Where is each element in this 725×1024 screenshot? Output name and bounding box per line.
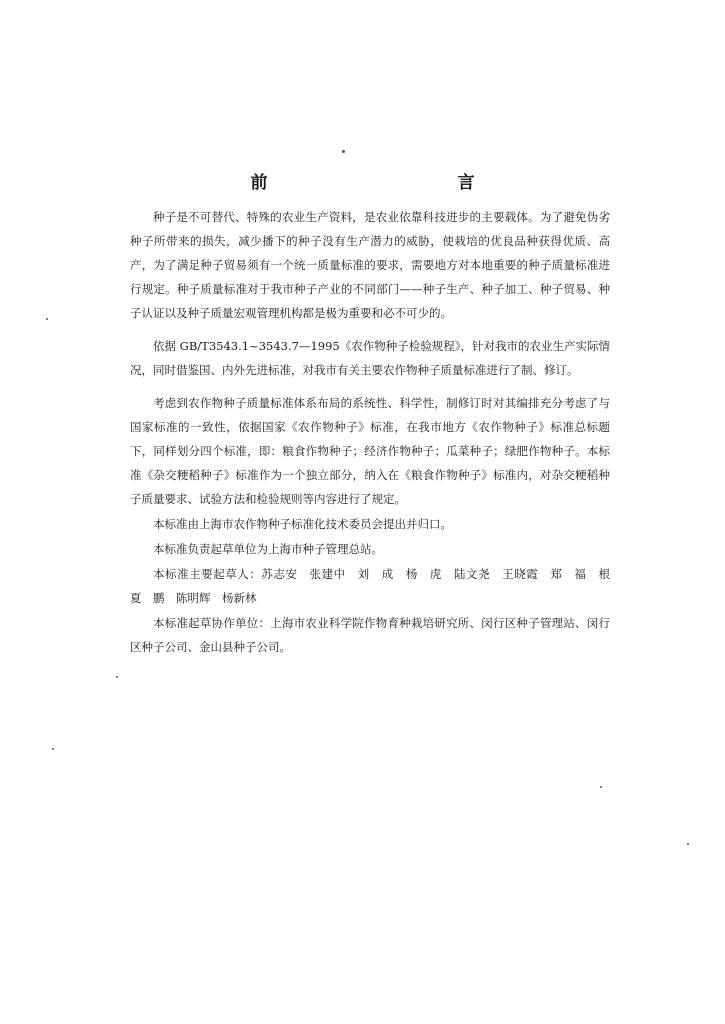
foreword-body <box>130 205 622 660</box>
paragraph-1: 种子是不可替代、特殊的农业生产资料，是农业依靠科技进步的主要载体。为了避免伪劣种子所带来的损失，减少播下的种子没有生产潜力的威胁，使栽培的优良品种获得优质、高产，为了满足种子贸易须有一个统一质量标准的要求，需要地方对本地重要的种子质量标准进行规定。种子质量标准对于我市种子产业的不同部门——种子生产、种子加工、种子贸易、种子认证以及种子质量宏观管理机构都是极为重要和必不可少的。 <box>130 210 610 320</box>
paragraph-4: 本标准由上海市农作物种子标准化技术委员会提出并归口。 <box>153 517 452 531</box>
paragraph-2: 依据 GB/T3543.1~3543.7—1995《农作物种子检验规程》，针对我市的农业生产实际情况，同时借鉴国、内外先进标准，对我市有关主要农作物种子质量标准进行了制、修订。 <box>130 339 610 377</box>
scan-speck <box>687 843 689 845</box>
paragraph-5: 本标准负责起草单位为上海市种子管理总站。 <box>153 542 383 556</box>
paragraph-7: 本标准起草协作单位：上海市农业科学院作物育种栽培研究所、闵行区种子管理站、闵行区种子公司、金山县种子公司。 <box>130 616 610 654</box>
scan-speck <box>600 786 602 788</box>
scan-speck <box>46 318 48 320</box>
paragraph-6: 本标准主要起草人：苏志安 张建中 刘 成 杨 虎 陆文尧 王晓霞 郑 福 根 夏 鹏 陈明辉 杨新林 <box>130 567 622 605</box>
scan-speck <box>116 676 118 678</box>
page-title: 前 言 <box>250 173 527 193</box>
scan-speck <box>342 150 345 153</box>
paragraph-3: 考虑到农作物种子质量标准体系布局的系统性、科学性，制修订时对其编排充分考虑了与国家标准的一致性，依据国家《农作物种子》标准，在我市地方《农作物种子》标准总标题下，同样划分四个标准，即：粮食作物种子；经济作物种子；瓜菜种子；绿肥作物种子。本标准《杂交粳稻种子》标准作为一个独立部分，纳入在《粮食作物种子》标准内，对杂交粳稻种子质量要求、试验方法和检验规则等内容进行了规定。 <box>130 396 610 506</box>
scan-speck <box>52 748 54 750</box>
